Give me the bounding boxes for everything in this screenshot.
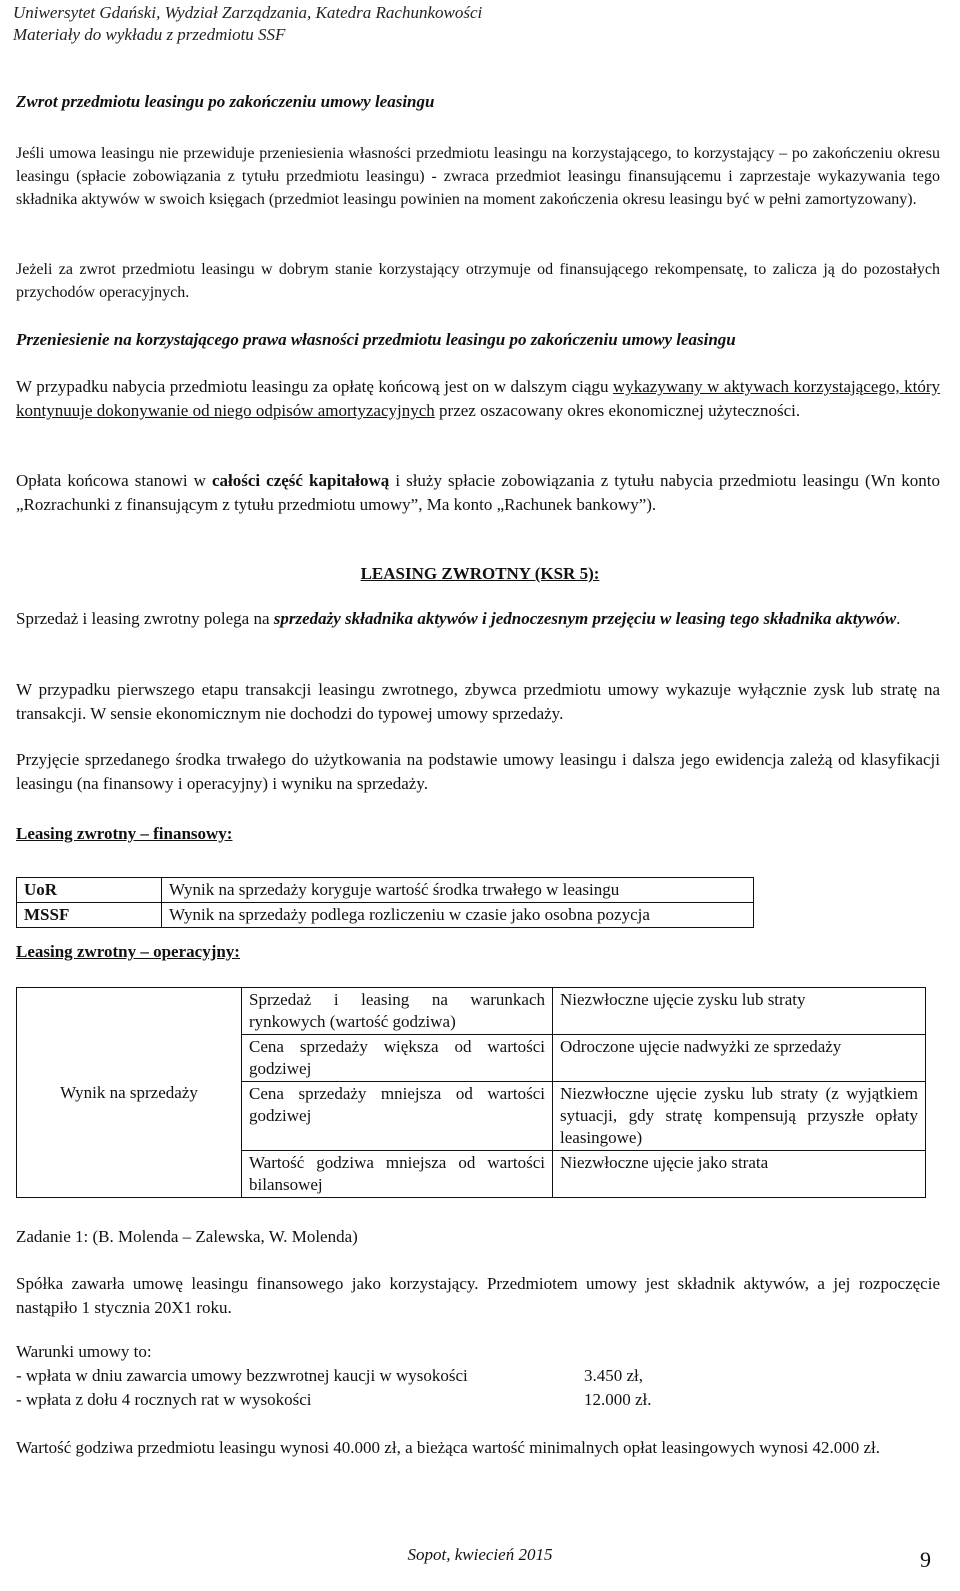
text-run: Opłata końcowa stanowi w — [16, 471, 212, 490]
condition-amount: 3.450 zł, — [584, 1366, 644, 1385]
text-run: Sprzedaż i leasing zwrotny polega na — [16, 609, 274, 628]
contract-conditions — [16, 1340, 940, 1412]
underlined-text: wykazywany w aktywach korzystającego, który kontynuuje dokonywanie od niego odpisów amortyzacyjnych — [16, 377, 940, 420]
paragraph-leaseback-1 — [16, 607, 940, 631]
header-university: Uniwersytet Gdański, Wydział Zarządzania, Katedra Rachunkowości — [13, 3, 483, 22]
document-header — [13, 2, 482, 46]
page-number: 9 — [920, 1547, 931, 1572]
text-run: i służy spłacie zobowiązania z tytułu nabycia przedmiotu leasingu (Wn konto „Rozrachunki z finansującym z tytułu przedmiotu umowy”, Ma konto „Rachunek bankowy”). — [16, 471, 940, 514]
condition-row — [16, 1364, 940, 1388]
table-key-cell: MSSF — [17, 903, 162, 928]
header-course: Materiały do wykładu z przedmiotu SSF — [13, 25, 286, 44]
text-run: przez oszacowany okres ekonomicznej użyteczności. — [434, 401, 801, 420]
text-run: W przypadku nabycia przedmiotu leasingu za opłatę końcową jest on w dalszym ciągu — [16, 377, 613, 396]
task-paragraph-2: Wartość godziwa przedmiotu leasingu wynosi 40.000 zł, a bieżąca wartość minimalnych opłat leasingowych wynosi 42.000 zł. — [16, 1438, 880, 1457]
condition-cell: Cena sprzedaży większa od wartości godziwej — [242, 1035, 553, 1082]
task-title: Zadanie 1: (B. Molenda – Zalewska, W. Molenda) — [16, 1227, 358, 1246]
paragraph-leaseback-3: Przyjęcie sprzedanego środka trwałego do użytkowania na podstawie umowy leasingu i dalsza jego ewidencja zależą od klasyfikacji leasingu (na finansowy i operacyjny) i wyniku na sprzedaży. — [16, 750, 940, 793]
section-title-return: Zwrot przedmiotu leasingu po zakończeniu umowy leasingu — [16, 92, 435, 111]
paragraph-return-2: Jeżeli za zwrot przedmiotu leasingu w dobrym stanie korzystający otrzymuje od finansującego rekompensatę, to zalicza ją do pozostałych przychodów operacyjnych. — [16, 261, 940, 301]
condition-cell: Sprzedaż i leasing na warunkach rynkowych (wartość godziwa) — [242, 988, 553, 1035]
effect-cell: Niezwłoczne ujęcie zysku lub straty (z wyjątkiem sytuacji, gdy stratę kompensują przyszłe opłaty leasingowe) — [553, 1082, 926, 1151]
condition-cell: Cena sprzedaży mniejsza od wartości godziwej — [242, 1082, 553, 1151]
condition-row — [16, 1388, 940, 1412]
table-value-cell: Wynik na sprzedaży podlega rozliczeniu w czasie jako osobna pozycja — [162, 903, 754, 928]
finance-leaseback-table — [16, 877, 754, 928]
condition-label: - wpłata w dniu zawarcia umowy bezzwrotnej kaucji w wysokości — [16, 1366, 468, 1385]
table-row — [17, 903, 754, 928]
heading-operating-leaseback: Leasing zwrotny – operacyjny: — [16, 942, 240, 961]
condition-label: - wpłata z dołu 4 rocznych rat w wysokości — [16, 1390, 312, 1409]
table-key-cell: UoR — [17, 878, 162, 903]
effect-cell: Odroczone ujęcie nadwyżki ze sprzedaży — [553, 1035, 926, 1082]
paragraph-return-1: Jeśli umowa leasingu nie przewiduje przeniesienia własności przedmiotu leasingu na korzystającego, to korzystający – po zakończeniu okresu leasingu (spłacie zobowiązania z tytułu przedmiotu leasingu) - zwraca przedmiot leasingu finansującemu i zaprzestaje wykazywania tego składnika aktywów w swoich księgach (przedmiot leasingu powinien na moment zakończenia okresu leasingu być w pełni zamortyzowany). — [16, 145, 940, 208]
effect-cell: Niezwłoczne ujęcie jako strata — [553, 1151, 926, 1198]
task-paragraph-1: Spółka zawarła umowę leasingu finansowego jako korzystający. Przedmiotem umowy jest składnik aktywów, a jej rozpoczęcie nastąpiło 1 stycznia 20X1 roku. — [16, 1274, 940, 1317]
section-title-ownership: Przeniesienie na korzystającego prawa własności przedmiotu leasingu po zakończeniu umowy leasingu — [16, 330, 736, 349]
effect-cell: Niezwłoczne ujęcie zysku lub straty — [553, 988, 926, 1035]
bold-italic-text: sprzedaży składnika aktywów i jednoczesnym przejęciu w leasing tego składnika aktywów — [273, 609, 897, 628]
condition-cell: Wartość godziwa mniejsza od wartości bilansowej — [242, 1151, 553, 1198]
paragraph-ownership-2 — [16, 469, 940, 517]
row-header-cell: Wynik na sprzedaży — [17, 988, 242, 1198]
condition-amount: 12.000 zł. — [584, 1390, 652, 1409]
footer-text: Sopot, kwiecień 2015 — [407, 1545, 553, 1564]
conditions-title: Warunki umowy to: — [16, 1342, 152, 1361]
text-run: . — [896, 609, 901, 628]
paragraph-leaseback-2: W przypadku pierwszego etapu transakcji leasingu zwrotnego, zbywca przedmiotu umowy wykazuje wyłącznie zysk lub stratę na transakcji. W sensie ekonomicznym nie dochodzi do typowej umowy sprzedaży. — [16, 680, 940, 723]
table-row — [17, 988, 926, 1035]
operating-leaseback-table — [16, 987, 926, 1198]
section-heading-leaseback: LEASING ZWROTNY (KSR 5): — [360, 564, 600, 583]
table-value-cell: Wynik na sprzedaży koryguje wartość środka trwałego w leasingu — [162, 878, 754, 903]
bold-text: całości część kapitałową — [211, 471, 390, 490]
table-row — [17, 878, 754, 903]
paragraph-ownership-1 — [16, 375, 940, 423]
heading-finance-leaseback: Leasing zwrotny – finansowy: — [16, 824, 233, 843]
